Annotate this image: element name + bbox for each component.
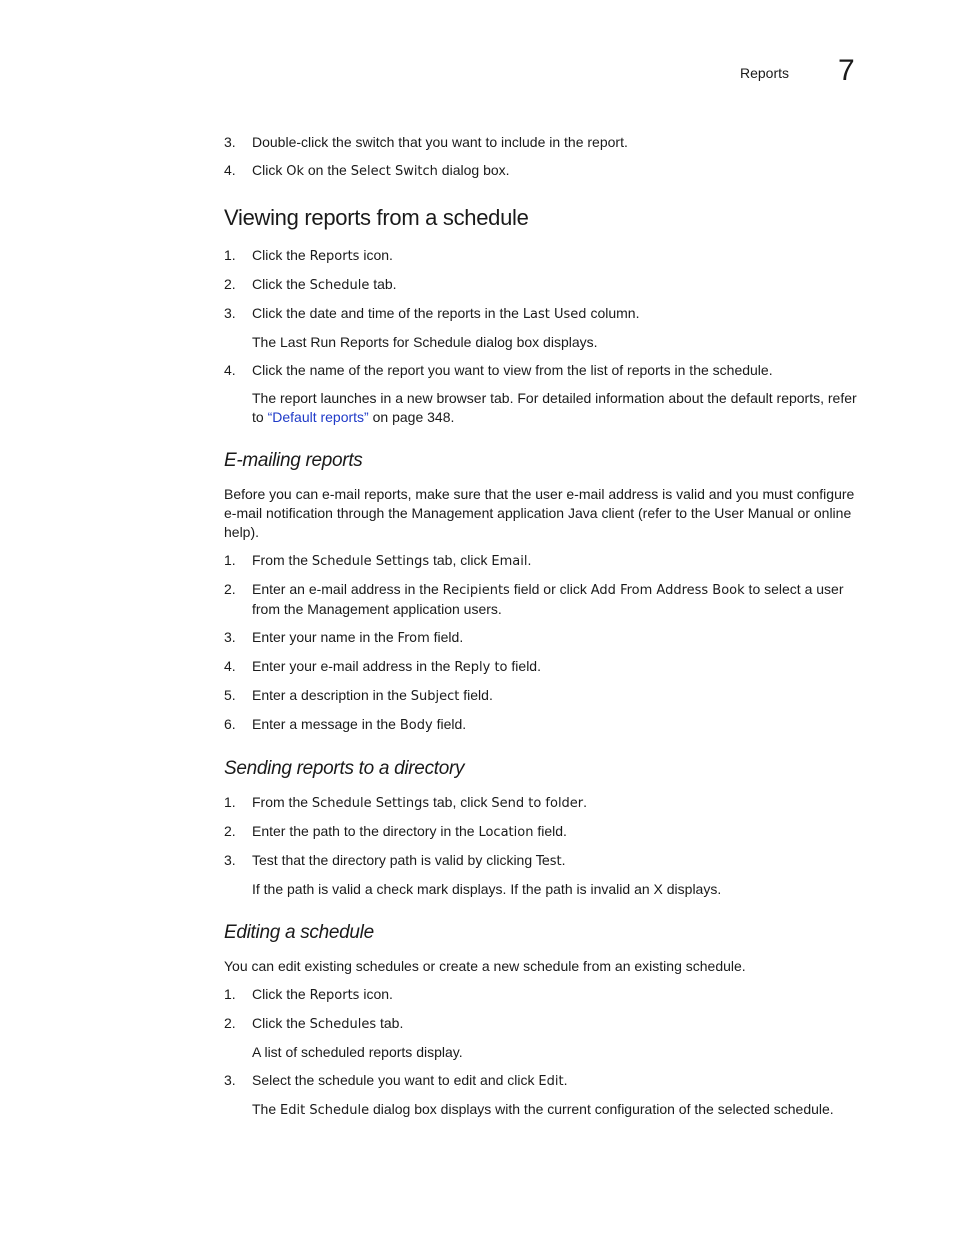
step-text: dialog box. xyxy=(437,162,510,178)
header-chapter-number: 7 xyxy=(838,54,855,87)
ui-term: Last Used xyxy=(522,307,587,322)
step-text: . xyxy=(561,852,566,868)
step-text: Click the xyxy=(252,1015,310,1031)
step-text: field. xyxy=(459,687,493,703)
section-heading: Viewing reports from a schedule xyxy=(224,205,529,230)
step-text: to select a user from the Management application users. xyxy=(252,581,844,617)
step-text: field. xyxy=(429,629,464,645)
step-number: 2. xyxy=(224,823,236,839)
step-text: Click the date and time of the reports in the xyxy=(252,305,523,321)
step-text: tab, click xyxy=(429,794,492,810)
document-body xyxy=(224,133,870,1129)
list-item xyxy=(224,161,870,181)
step-text: Double-click the switch that you want to include in the report. xyxy=(252,134,628,150)
ui-term: Test xyxy=(536,854,562,869)
ui-term: Location xyxy=(478,825,534,840)
step-text: field. xyxy=(507,658,541,674)
ui-term: Recipients xyxy=(442,583,510,598)
step-number: 2. xyxy=(224,276,236,292)
step-text: . xyxy=(563,1072,568,1088)
step-text: Enter a message in the xyxy=(252,716,400,732)
list-item xyxy=(224,715,870,735)
step-text: field. xyxy=(533,823,567,839)
ui-term: Subject xyxy=(410,689,460,704)
list-item xyxy=(224,304,870,324)
list-item xyxy=(224,822,870,842)
ui-term: Schedules xyxy=(309,1017,377,1032)
step-text: Select the schedule you want to edit and click xyxy=(252,1072,539,1088)
page-header xyxy=(0,56,954,96)
list-item xyxy=(224,851,870,871)
step-text: field or click xyxy=(509,581,591,597)
step-number: 3. xyxy=(224,852,236,868)
step-text: tab. xyxy=(376,1015,404,1031)
step-text: icon. xyxy=(359,986,393,1002)
step-number: 3. xyxy=(224,134,236,150)
step-number: 1. xyxy=(224,552,236,568)
step-text: Click the xyxy=(252,276,310,292)
paragraph: Before you can e-mail reports, make sure that the user e-mail address is valid and you must configure e-mail notification through the Management application Java client (refer to the User Manual or online help). xyxy=(224,486,855,540)
list-item xyxy=(224,793,870,813)
ui-term: Add From Address Book xyxy=(590,583,745,598)
ui-term: Ok xyxy=(286,164,304,179)
step-number: 2. xyxy=(224,1015,236,1031)
step-number: 3. xyxy=(224,305,236,321)
ui-term: Edit Schedule xyxy=(280,1103,370,1118)
step-text: Enter your e-mail address in the xyxy=(252,658,455,674)
list-item xyxy=(224,580,870,619)
step-note xyxy=(224,1100,870,1120)
step-number: 4. xyxy=(224,362,236,378)
step-text: Click the xyxy=(252,247,310,263)
step-text: tab. xyxy=(369,276,397,292)
step-number: 4. xyxy=(224,162,236,178)
ui-term: Edit xyxy=(538,1074,564,1089)
ui-term: From xyxy=(397,631,430,646)
ui-term: Body xyxy=(399,718,433,733)
step-number: 4. xyxy=(224,658,236,674)
default-reports-link[interactable]: “Default reports” xyxy=(267,409,369,425)
ui-term: Reports xyxy=(309,988,360,1003)
list-item xyxy=(224,1071,870,1091)
step-text: Test that the directory path is valid by clicking xyxy=(252,852,537,868)
step-text: From the xyxy=(252,552,312,568)
list-item xyxy=(224,686,870,706)
step-note: A list of scheduled reports display. xyxy=(252,1044,463,1060)
step-number: 1. xyxy=(224,794,236,810)
step-number: 3. xyxy=(224,1072,236,1088)
list-item xyxy=(224,361,870,380)
note-text: The report launches in a new browser tab. For detailed information about the default reports, refer to xyxy=(252,390,857,425)
step-text: Enter an e-mail address in the xyxy=(252,581,443,597)
step-number: 1. xyxy=(224,986,236,1002)
step-note xyxy=(224,389,870,427)
step-text: on the xyxy=(304,162,351,178)
step-number: 5. xyxy=(224,687,236,703)
step-text: field. xyxy=(432,716,467,732)
step-text: Enter a description in the xyxy=(252,687,411,703)
ui-term: Schedule Settings xyxy=(311,796,430,811)
ui-term: Send to folder xyxy=(491,796,584,811)
step-text: From the xyxy=(252,794,312,810)
step-text: Click the name of the report you want to view from the list of reports in the schedule. xyxy=(252,362,773,378)
step-text: Enter the path to the directory in the xyxy=(252,823,479,839)
ui-term: Select Switch xyxy=(350,164,438,179)
step-number: 2. xyxy=(224,581,236,597)
list-item xyxy=(224,628,870,648)
note-text: The xyxy=(252,1101,281,1117)
step-number: 6. xyxy=(224,716,236,732)
step-text: . xyxy=(583,794,588,810)
list-item xyxy=(224,985,870,1005)
ui-term: Schedule xyxy=(309,278,370,293)
subsection-heading: Editing a schedule xyxy=(224,922,374,943)
step-text: Click the xyxy=(252,986,310,1002)
header-section-title: Reports xyxy=(740,65,790,81)
list-item xyxy=(224,1014,870,1034)
step-text: Click xyxy=(252,162,287,178)
list-item xyxy=(224,133,870,152)
subsection-heading: Sending reports to a directory xyxy=(224,758,465,779)
step-text: tab, click xyxy=(429,552,492,568)
ui-term: Email xyxy=(491,554,528,569)
list-item xyxy=(224,275,870,295)
ui-term: Reply to xyxy=(454,660,508,675)
step-number: 1. xyxy=(224,247,236,263)
note-text: dialog box displays with the current configuration of the selected schedule. xyxy=(369,1101,834,1117)
step-text: icon. xyxy=(359,247,393,263)
list-item xyxy=(224,657,870,677)
note-text: on page 348. xyxy=(368,409,455,425)
step-text: column. xyxy=(586,305,640,321)
step-note: The Last Run Reports for Schedule dialog box displays. xyxy=(252,334,598,350)
step-text: . xyxy=(527,552,532,568)
step-text: Enter your name in the xyxy=(252,629,398,645)
paragraph: You can edit existing schedules or create a new schedule from an existing schedule. xyxy=(224,958,746,974)
subsection-heading: E-mailing reports xyxy=(224,450,363,471)
step-number: 3. xyxy=(224,629,236,645)
list-item xyxy=(224,246,870,266)
ui-term: Reports xyxy=(309,249,360,264)
step-note: If the path is valid a check mark displays. If the path is invalid an X displays. xyxy=(252,881,722,897)
ui-term: Schedule Settings xyxy=(311,554,430,569)
list-item xyxy=(224,551,870,571)
